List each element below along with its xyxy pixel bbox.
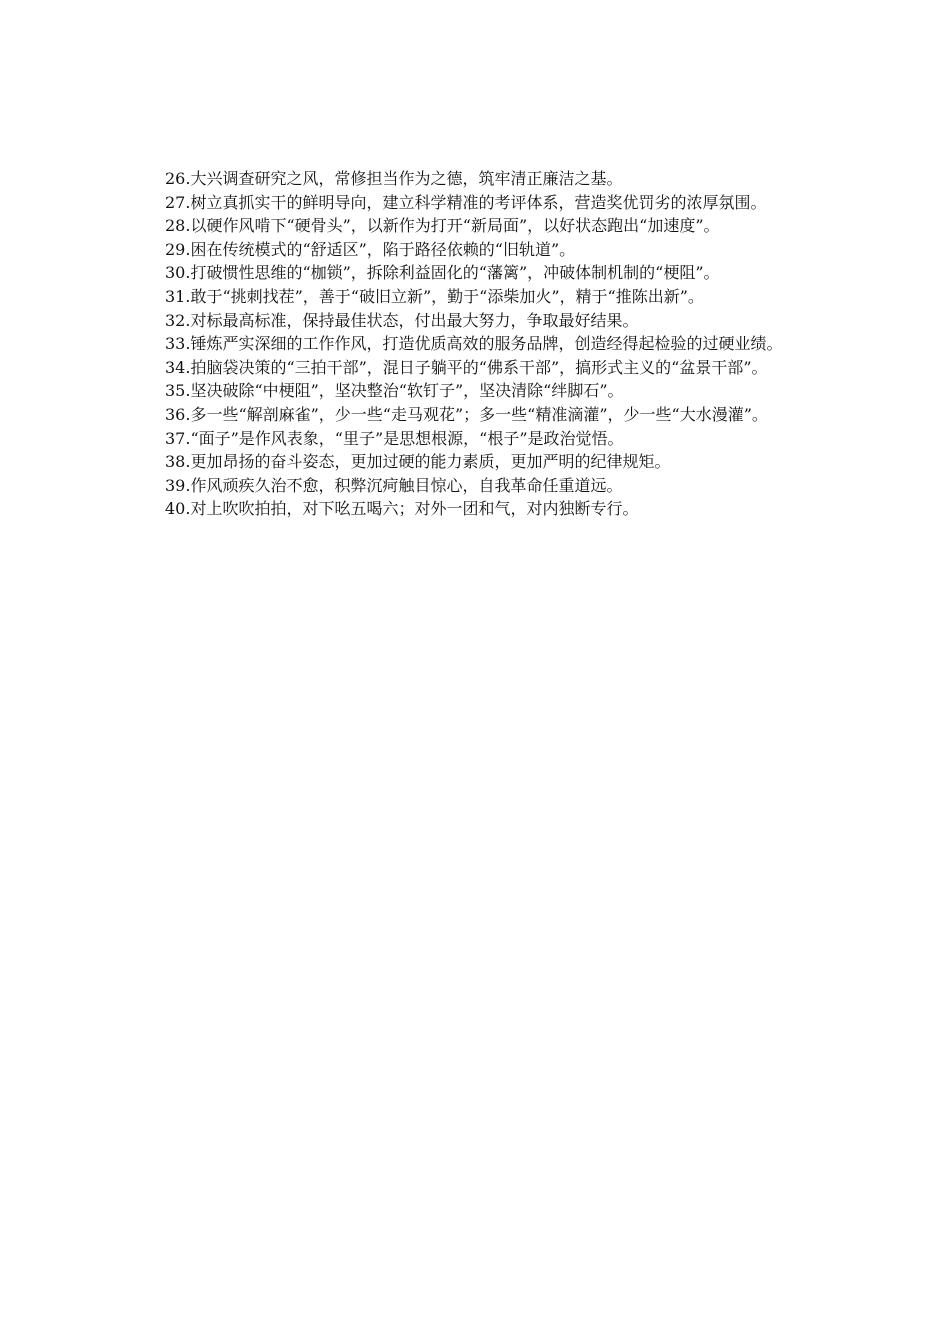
list-item-40: 40.对上吹吹拍拍，对下吆五喝六；对外一团和气，对内独断专行。 (165, 499, 639, 519)
document-body (120, 167, 832, 521)
list-item-33: 33.锤炼严实深细的工作作风，打造优质高效的服务品牌，创造经得起检验的过硬业绩。 (165, 334, 783, 354)
list-item-35: 35.坚决破除“中梗阻”，坚决整治“软钉子”，坚决清除“绊脚石”。 (165, 381, 624, 401)
list-item-31: 31.敢于“挑刺找茬”，善于“破旧立新”，勤于“添柴加火”，精于“推陈出新”。 (165, 286, 704, 306)
list-item-36: 36.多一些“解剖麻雀”，少一些“走马观花”；多一些“精准滴灌”，少一些“大水漫灌”。 (165, 404, 768, 424)
list-item-32: 32.对标最高标准，保持最佳状态，付出最大努力，争取最好结果。 (165, 310, 639, 330)
list-item-26: 26.大兴调查研究之风，常修担当作为之德，筑牢清正廉洁之基。 (165, 169, 623, 188)
list-item-28: 28.以硬作风啃下“硬骨头”，以新作为打开“新局面”，以好状态跑出“加速度”。 (165, 216, 720, 236)
list-item-34: 34.拍脑袋决策的“三拍干部”，混日子躺平的“佛系干部”，搞形式主义的“盆景干部”。 (165, 357, 768, 377)
list-item-27: 27.树立真抓实干的鲜明导向，建立科学精准的考评体系，营造奖优罚劣的浓厚氛围。 (165, 192, 767, 212)
list-item-30: 30.打破惯性思维的“枷锁”，拆除利益固化的“藩篱”，冲破体制机制的“梗阻”。 (165, 263, 720, 283)
list-item-37: 37.“面子”是作风表象，“里子”是思想根源，“根子”是政治觉悟。 (165, 428, 624, 448)
list-item-29: 29.困在传统模式的“舒适区”，陷于路径依赖的“旧轨道”。 (165, 239, 576, 259)
list-item-39: 39.作风顽疾久治不愈，积弊沉疴触目惊心，自我革命任重道远。 (165, 475, 623, 495)
list-item-38: 38.更加昂扬的奋斗姿态，更加过硬的能力素质，更加严明的纪律规矩。 (165, 452, 671, 472)
